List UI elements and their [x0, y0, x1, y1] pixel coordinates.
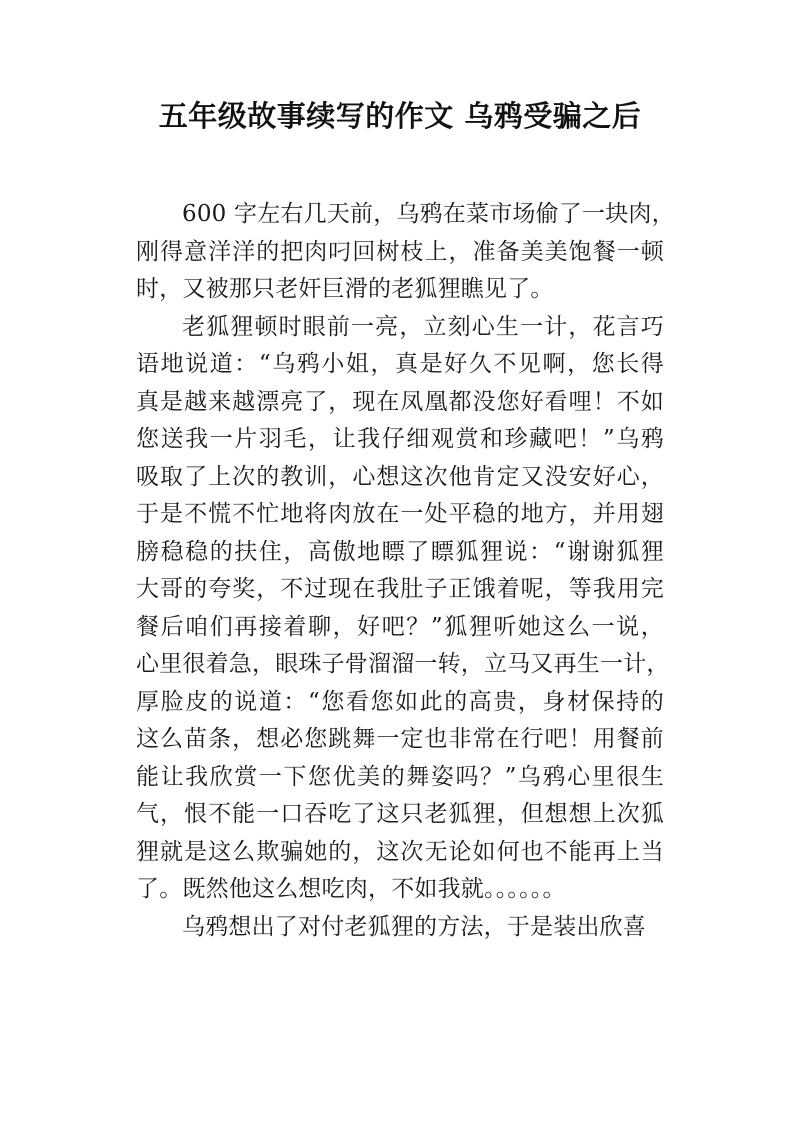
text-line: 吸取了上次的教训，心想这次他肯定又没安好心， [136, 463, 664, 490]
text-line: 语地说道：“乌鸦小姐，真是好久不见啊，您长得 [136, 351, 664, 377]
document-body [136, 196, 675, 946]
text-line: 于是不慌不忙地将肉放在一处平稳的地方，并用翅 [136, 501, 664, 527]
text-line: 餐后咱们再接着聊，好吧？”狐狸听她这么一说， [136, 613, 664, 640]
paragraph-2 [136, 309, 670, 909]
text-line: 大哥的夸奖，不过现在我肚子正饿着呢，等我用完 [136, 576, 664, 602]
text-line: 时，又被那只老奸巨滑的老狐狸瞧见了。 [136, 276, 554, 302]
text-line: 600 字左右几天前，乌鸦在菜市场偷了一块肉， [182, 201, 675, 227]
text-line: 心里很着急，眼珠子骨溜溜一转，立马又再生一计， [136, 651, 670, 677]
text-line: 刚得意洋洋的把肉叼回树枝上，准备美美饱餐一顿 [136, 238, 664, 265]
document-title: 五年级故事续写的作文 乌鸦受骗之后 [158, 99, 642, 133]
text-line: 乌鸦想出了对付老狐狸的方法，于是装出欣喜 [182, 913, 646, 940]
text-line: 膀稳稳的扶住，高傲地瞟了瞟狐狸说：“谢谢狐狸 [136, 538, 664, 565]
text-line: 老狐狸顿时眼前一亮，立刻心生一计，花言巧 [182, 313, 664, 340]
paragraph-1 [136, 196, 675, 309]
text-line: 气，恨不能一口吞吃了这只老狐狸，但想想上次狐 [136, 801, 664, 827]
text-line: 能让我欣赏一下您优美的舞姿吗？”乌鸦心里很生 [136, 763, 664, 790]
text-line: 了。既然他这么想吃肉，不如我就。。。。。。 [136, 876, 566, 902]
text-line: 这么苗条，想必您跳舞一定也非常在行吧！用餐前 [136, 726, 664, 752]
text-line: 您送我一片羽毛，让我仔细观赏和珍藏吧！”乌鸦 [136, 426, 664, 452]
paragraph-3 [136, 909, 664, 947]
text-line: 厚脸皮的说道：“您看您如此的高贵，身材保持的 [136, 688, 664, 715]
text-line: 狸就是这么欺骗她的，这次无论如何也不能再上当 [136, 838, 664, 865]
text-line: 真是越来越漂亮了，现在凤凰都没您好看哩！不如 [136, 388, 664, 415]
